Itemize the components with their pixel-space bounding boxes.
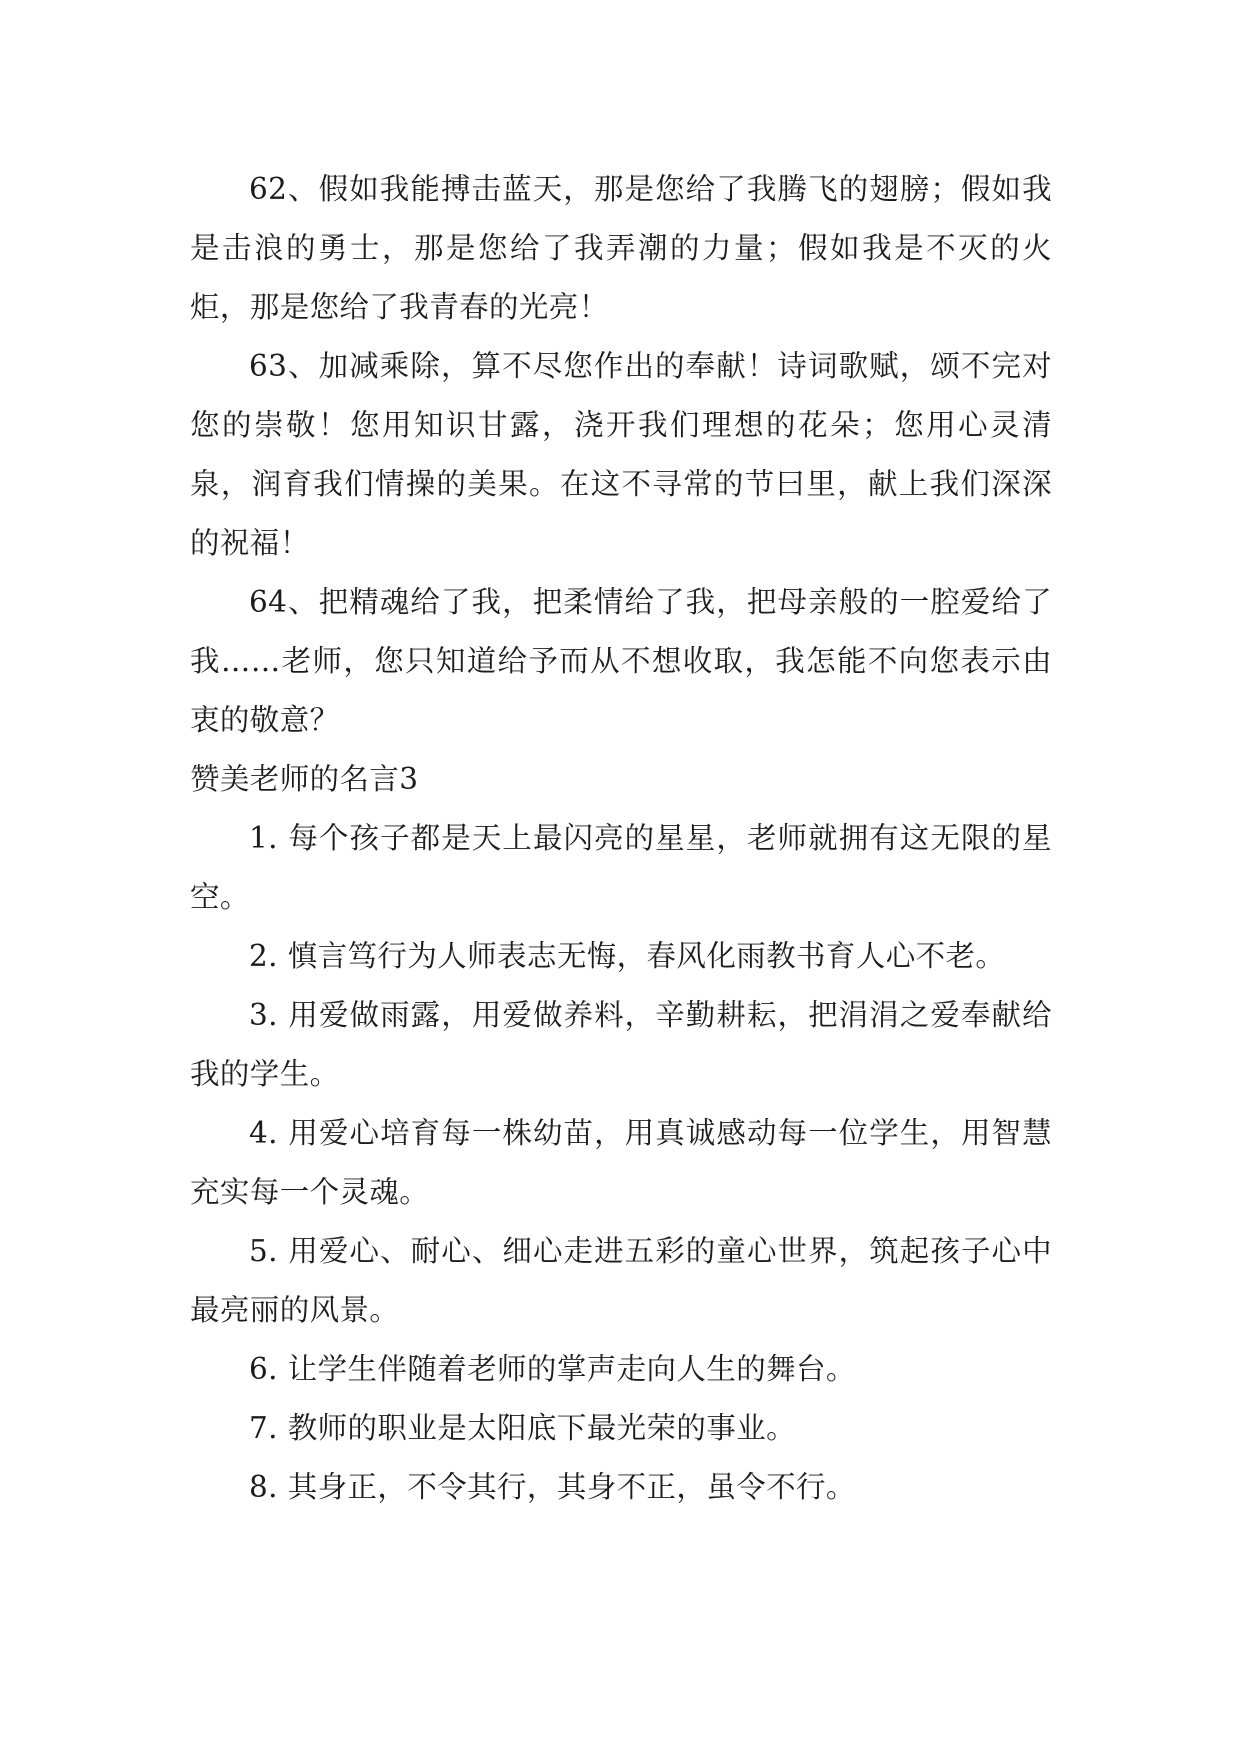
quote-item-4: 4. 用爱心培育每一株幼苗，用真诚感动每一位学生，用智慧充实每一个灵魂。	[190, 1116, 1052, 1209]
paragraph-63: 63、加减乘除，算不尽您作出的奉献！诗词歌赋，颂不完对您的崇敬！您用知识甘露，浇开我们理想的花朵；您用心灵清泉，润育我们情操的美果。在这不寻常的节曰里，献上我们深深的祝福！	[190, 349, 1052, 560]
quote-item-1: 1. 每个孩子都是天上最闪亮的星星，老师就拥有这无限的星空。	[190, 821, 1052, 914]
quote-item-5: 5. 用爱心、耐心、细心走进五彩的童心世界，筑起孩子心中最亮丽的风景。	[190, 1234, 1052, 1327]
paragraph-62: 62、假如我能搏击蓝天，那是您给了我腾飞的翅膀；假如我是击浪的勇士，那是您给了我弄潮的力量；假如我是不灭的火炬，那是您给了我青春的光亮！	[190, 172, 1052, 324]
quote-item-8: 8. 其身正，不令其行，其身不正，虽令不行。	[249, 1470, 856, 1504]
paragraph-64: 64、把精魂给了我，把柔情给了我，把母亲般的一腔爱给了我……老师，您只知道给予而从不想收取，我怎能不向您表示由衷的敬意？	[190, 585, 1052, 737]
quote-item-6: 6. 让学生伴随着老师的掌声走向人生的舞台。	[249, 1352, 856, 1386]
section-heading: 赞美老师的名言3	[190, 762, 419, 796]
document-page	[190, 160, 1052, 1517]
quote-item-2: 2. 慎言笃行为人师表志无悔，春风化雨教书育人心不老。	[249, 939, 1006, 973]
quote-item-3: 3. 用爱做雨露，用爱做养料，辛勤耕耘，把涓涓之爱奉献给我的学生。	[190, 998, 1052, 1091]
quote-item-7: 7. 教师的职业是太阳底下最光荣的事业。	[249, 1411, 797, 1445]
